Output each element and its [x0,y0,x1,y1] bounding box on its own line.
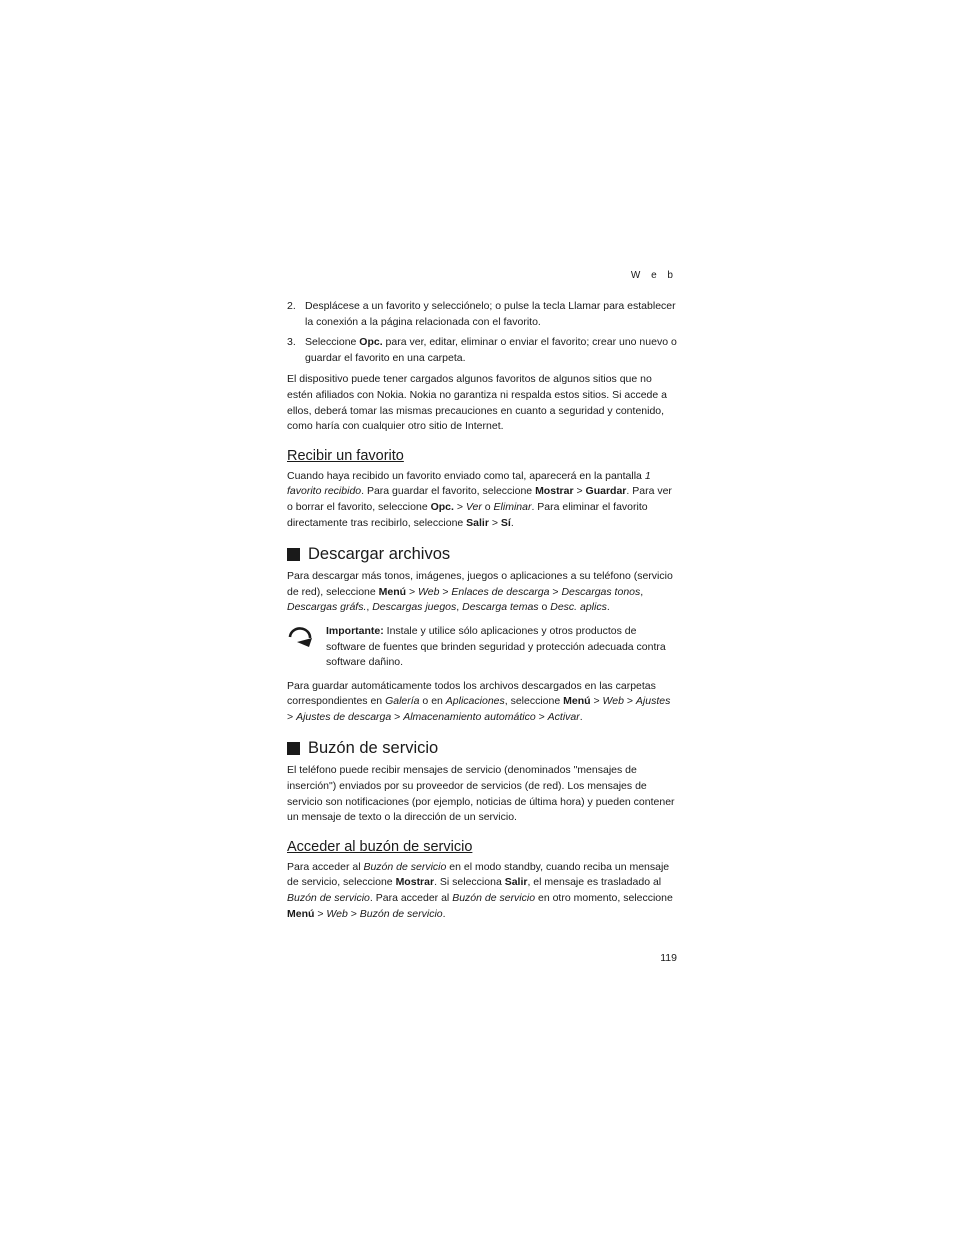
intro-paragraph: El dispositivo puede tener cargados algunos favoritos de algunos sitios que no estén afiliados con Nokia. Nokia no garantiza ni respalda estos sitios. Si accede a ellos, deberá tomar las mismas precauciones en cuanto a seguridad y contenido, como haría con cualquier otro sitio de Internet. [287,373,667,433]
step-number: 2. [287,300,296,312]
step-text: para ver, editar, eliminar o enviar el favorito; crear uno nuevo o guardar el favorito en una carpeta. [305,336,677,364]
descargar-paragraph-1: Para descargar más tonos, imágenes, juegos o aplicaciones a su teléfono (servicio de red), seleccione Menú > Web > Enlaces de descarga > Descargas tonos, Descargas gráfs., Descargas juegos, Descarga temas o Desc. aplics. [287,570,673,614]
acceder-paragraph: Para acceder al Buzón de servicio en el modo standby, cuando reciba un mensaje de servicio, seleccione Mostrar. Si selecciona Salir, el mensaje es trasladado al Buzón de servicio. Para acceder al Buzón de servicio en otro momento, seleccione Menú > Web > Buzón de servicio. [287,860,673,920]
buzon-heading: Buzón de servicio [287,739,677,758]
list-item [287,335,677,366]
running-header: W e b [630,270,677,281]
recibir-paragraph: Cuando haya recibido un favorito enviado como tal, aparecerá en la pantalla 1 favorito recibido. Para guardar el favorito, seleccione Mostrar > Guardar. Para ver o borrar el favorito, seleccione Opc. > Ver o Eliminar. Para eliminar el favorito directamente tras recibirlo, seleccione Salir > Sí. [287,469,672,529]
descargar-paragraph-2: Para guardar automáticamente todos los archivos descargados en las carpetas correspondientes en Galería o en Aplicaciones, seleccione Menú > Web > Ajustes > Ajustes de descarga > Almacenamiento automático > Activar. [287,679,671,723]
important-icon [287,624,317,671]
important-note [287,624,677,671]
section-square-icon [287,742,300,755]
buzon-paragraph: El teléfono puede recibir mensajes de servicio (denominados "mensajes de inserción") enviados por su proveedor de servicios (de red). Los mensajes de servicio son notificaciones (por ejemplo, noticias de última hora) y pueden contener un mensaje de texto o la dirección de un servicio. [287,764,675,824]
step-number: 3. [287,336,296,349]
document-page [287,270,677,964]
step-text: Seleccione [305,336,360,349]
page-number: 119 [660,952,677,965]
section-square-icon [287,548,300,561]
acceder-heading: Acceder al buzón de servicio [287,838,473,855]
step-bold: Opc. [359,336,383,349]
step-text: Desplácese a un favorito y selecciónelo; o pulse la tecla Llamar para establecer la conexión a la página relacionada con el favorito. [305,300,676,328]
recibir-heading: Recibir un favorito [287,447,404,464]
steps-list [287,299,677,366]
descargar-heading: Descargar archivos [287,545,677,564]
important-note-text: Importante: Instale y utilice sólo aplicaciones y otros productos de software de fuentes que brinden seguridad y protección adecuada contra software dañino. [326,624,666,669]
list-item [287,299,677,330]
